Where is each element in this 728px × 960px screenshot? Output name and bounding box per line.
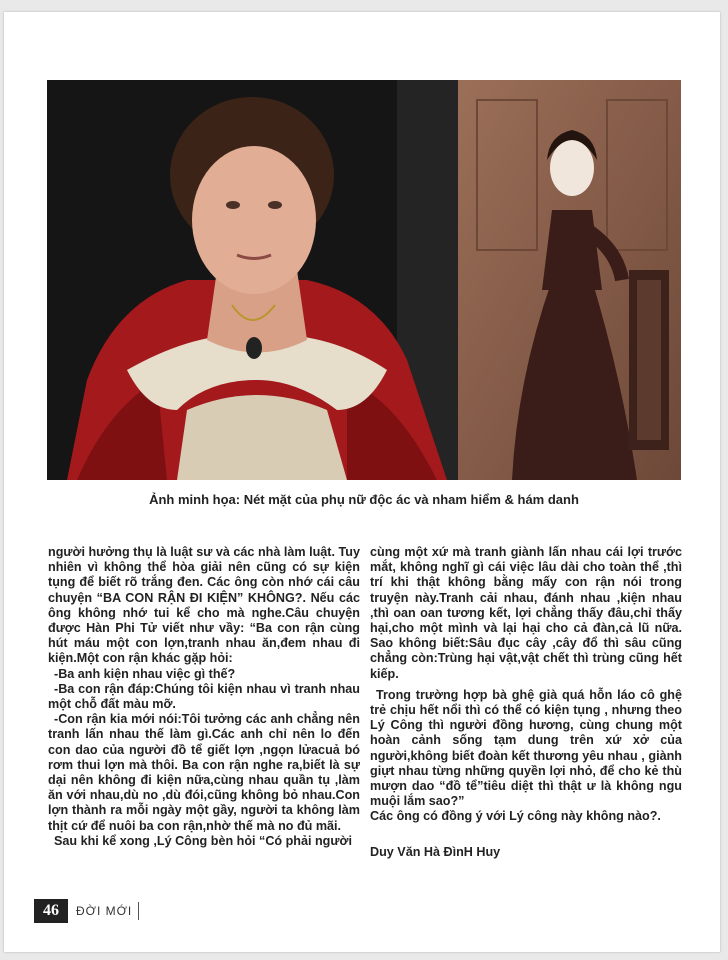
paragraph: -Ba anh kiện nhau việc gì thế?	[54, 666, 236, 681]
page-footer	[34, 898, 139, 924]
article-column-left	[48, 545, 360, 849]
paragraph: cùng một xứ mà tranh giành lấn nhau cái lợi trước mắt, không nghĩ gì cái việc lâu dài cho toàn thể ,thì trí khi thật không bằng mấy con rận nói trong truyện này.Tranh cải nhau, đánh nhau ,kiện nhau ,thì oan oan tương kết, lợi chẳng thấy đâu,chỉ thấy hại,cho một mình và lại hại cho cả đàn,cả lũ nữa. Sao không biết:Sâu đục cây ,cây đổ thì sâu cũng chẳng còn:Trùng hại vật,vật chết thì trùng cũng hết kiếp.	[370, 545, 682, 681]
author-signature: Duy Văn Hà ĐìnH Huy	[370, 844, 501, 859]
paragraph: -Ba con rận đáp:Chúng tôi kiện nhau vì tranh nhau một chỗ đất màu mỡ.	[48, 681, 360, 712]
paragraph: Các ông có đồng ý với Lý công này không nào?.	[370, 809, 661, 824]
footer-divider	[138, 902, 139, 920]
paragraph: người hưởng thụ là luật sư và các nhà làm luật. Tuy nhiên vì không thể hòa giải nên cũng có sự kiện tụng để biết rõ trắng đen. Các ông còn nhớ cái câu chuyện “BA CON RẬN ĐI KIỆN” KHÔNG?. Nếu các ông không nhớ tui kể cho mà nghe.Câu chuyện được Hàn Phi Tử viết như vầy: “Ba con rận cùng hút máu một con lợn,tranh nhau ăn,đem nhau đi kiện.Một con rận khác gặp hỏi:	[48, 545, 360, 666]
article-column-right	[370, 545, 682, 860]
paragraph: Trong trường hợp bà ghệ già quá hỗn láo cô ghệ trẻ chịu hết nổi thì có thể có kiện tụng , nhưng theo Lý Công thì người đồng hương, cùng chung một hoàn cảnh sống tạm dung trên xứ xở của người,không biết đoàn kết thương yêu nhau , giành giựt nhau từng những quyền lợi nhỏ, để cho kẻ thù mượn dao “đồ tể”tiêu diệt thì thật ư là không ngu muội lắm sao?”	[370, 687, 682, 809]
photo-caption: Ảnh minh họa: Nét mặt của phụ nữ độc ác và nham hiểm & hám danh	[149, 492, 579, 507]
paragraph: Sau khi kể xong ,Lý Công bèn hỏi “Có phải người	[54, 833, 352, 848]
magazine-name: ĐỜI MỚI	[76, 904, 133, 918]
page-number: 46	[34, 899, 68, 923]
illustration-photo	[47, 80, 681, 480]
illustration-graphic	[47, 80, 681, 480]
magazine-page	[4, 12, 720, 952]
paragraph: -Con rận kia mới nói:Tôi tưởng các anh chẳng nên tranh lấn nhau thế làm gì.Các anh chỉ nên lo đến con dao của người đồ tể giết lợn ,ngọn lửacuả bó rơm thui lợn mà thôi. Ba con rận nghe ra,biết là sự dại nên không đi kiện nữa,cùng nhau quần tụ ,làm ăn với nhau,dù no ,dù đói,cũng không bỏ nhau.Con lợn thành ra mỗi ngày một gầy, người ta không làm thịt cứ để nuôi ba con rận,nhờ thế mà no đủ mãi.	[48, 712, 360, 833]
